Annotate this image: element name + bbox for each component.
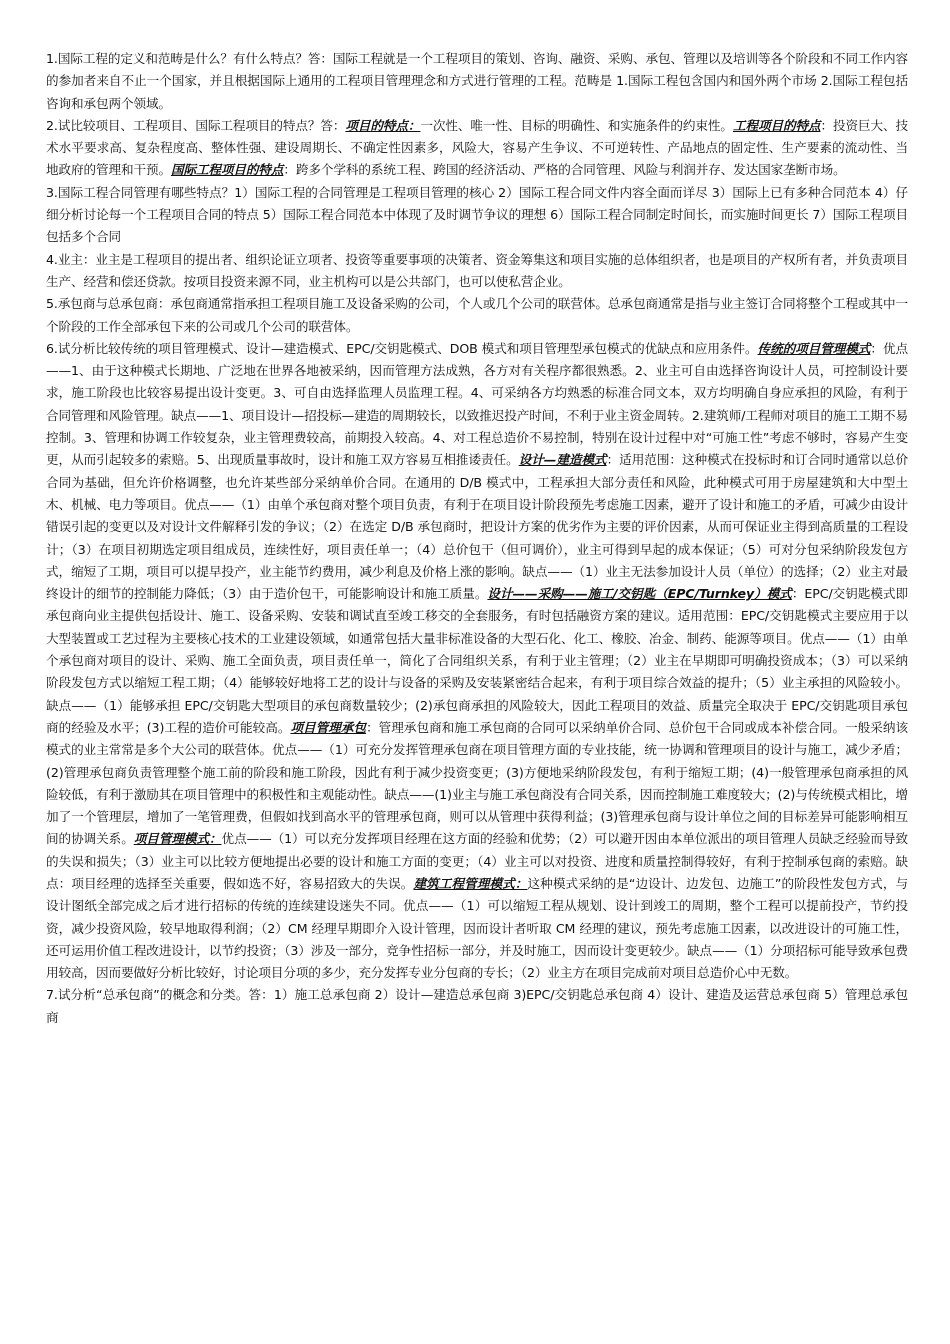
text-run: ：EPC/交钥匙模式即承包商向业主提供包括设计、施工、设备采购、安装和调试直至竣工移交的全套服务，有时包括融资方案的建议。适用范围：EPC/交钥匙模式主要应用于以大型装置或工艺过程为主要核心技术的工业建设领域，如通常包括大量非标准设备的大型石化、化工、橡胶、冶金、制药、能源等项目。优点——（1）由单个承包商对项目的设计、采购、施工全面负责，项目责任单一，简化了合同组织关系，有利于业主管理；（2）业主在早期即可明确投资成本；（3）可以采纳阶段发包方式以缩短工程工期；（4）能够较好地将工艺的设计与设备的采购及安装紧密结合起来，有利于项目综合效益的提升；（5）业主承担的风险较小。缺点——（1）能够承担 EPC/交钥匙大型项目的承包商数量较少；(2)承包商承担的风险较大，因此工程项目的效益、质量完全取决于 EPC/交钥匙项目承包商的经验及水平；(3)工程的造价可能较高。 <box>46 586 908 735</box>
text-run: ：适用范围：这种模式在投标时和订合同时通常以总价合同为基础，但允许价格调整，也允许某些部分采纳单价合同。在通用的 D/B 模式中，工程承担大部分责任和风险，此种模式可用于房屋建筑和大中型土木、机械、电力等项目。优点——（1）由单个承包商对整个项目负责，有利于在项目设计阶段预先考虑施工因素，避开了设计和施工的矛盾，可减少由设计错误引起的变更以及对设计文件解释引发的争议；（2）在选定 D/B 承包商时，把设计方案的优劣作为主要的评价因素，从而可保证业主得到高质量的工程设计；（3）在项目初期选定项目组成员，连续性好，项目责任单一；（4）总价包干（但可调价），业主可得到早起的成本保证；（5）可对分包采纳阶段发包方式，缩短了工期，项目可以提早投产，业主能节约费用，减少利息及价格上涨的影响。缺点——（1）业主无法参加设计人员（单位）的选择；（2）业主对最终设计的细节的控制能力降低；（3）由于造价包干，可能影响设计和施工质量。 <box>46 452 908 602</box>
paragraph-q1 <box>46 48 908 115</box>
text-run: ：优点——1、由于这种模式长期地、广泛地在世界各地被采纳，因而管理方法成熟，各方对有关程序都很熟悉。2、业主可自由选择咨询设计人员，可控制设计要求，施工阶段也比较容易提出设计变更。3、可自由选择监理人员监理工程。4、可采纳各方均熟悉的标准合同文本，双方均明确自身应承担的风险，有利于合同管理和风险管理。缺点——1、项目设计—招投标—建造的周期较长，以致推迟投产时间，不利于业主资金周转。2.建筑师/工程师对项目的施工工期不易控制。3、管理和协调工作较复杂，业主管理费较高，前期投入较高。4、对工程总造价不易控制，特别在设计过程中对“可施工性”考虑不够时，容易产生变更，从而引起较多的索赔。5、出现质量事故时，设计和施工双方容易互相推诿责任。 <box>46 340 908 468</box>
paragraph-q7 <box>46 984 908 1029</box>
text-run: 7.试分析“总承包商”的概念和分类。答：1）施工总承包商 2）设计—建造总承包商 3)EPC/交钥匙总承包商 4）设计、建造及运营总承包商 5）管理总承包商 <box>46 987 908 1025</box>
text-run: 6.试分析比较传统的项目管理模式、设计—建造模式、EPC/交钥匙模式、DOB 模式和项目管理型承包模式的优缺点和应用条件。 <box>46 340 758 356</box>
emphasis-heading: 项目管理承包 <box>290 719 367 735</box>
paragraph-q6 <box>46 338 908 985</box>
text-run: ：跨多个学科的系统工程、跨国的经济活动、严格的合同管理、风险与利润并存、发达国家垄断市场。 <box>283 162 846 178</box>
emphasis-heading: 建筑工程管理模式： <box>413 875 528 891</box>
emphasis-heading: 设计——采购——施工/交钥匙（EPC/Turnkey）模式 <box>487 586 792 602</box>
emphasis-heading: 设计—建造模式 <box>518 452 607 468</box>
paragraph-q2 <box>46 115 908 182</box>
text-run: 2.试比较项目、工程项目、国际工程项目的特点？答： <box>46 117 346 133</box>
text-run: 1.国际工程的定义和范畴是什么？有什么特点？答：国际工程就是一个工程项目的策划、咨询、融资、采购、承包、管理以及培训等各个阶段和不同工作内容的参加者来自不止一个国家，并且根据国际上通用的工程项目管理理念和方式进行管理的工程。范畴是 1.国际工程包含国内和国外两个市场 2.国际工程包括咨询和承包两个领域。 <box>46 51 908 111</box>
text-run: ：管理承包商和施工承包商的合同可以采纳单价合同、总价包干合同或成本补偿合同。一般采纳该模式的业主常常是多个大公司的联营体。优点——（1）可充分发挥管理承包商在项目管理方面的专业技能，统一协调和管理项目的设计与施工，减少矛盾；(2)管理承包商负责管理整个施工前的阶段和施工阶段，因此有利于减少投资变更；(3)方便地采纳阶段发包，有利于缩短工期；(4)一般管理承包商承担的风险较低，有利于激励其在项目管理中的积极性和主观能动性。缺点——(1)业主与施工承包商没有合同关系，因而控制施工难度较大；(2)与传统模式相比，增加了一个管理层，增加了一笔管理费，但假如找到高水平的管理承包商，则可以从管理中获得利益；(3)管理承包商与设计单位之间的目标差异可能影响相互间的协调关系。 <box>46 719 908 847</box>
paragraph-q4 <box>46 249 908 294</box>
text-run: 一次性、唯一性、目标的明确性、和实施条件的约束性。 <box>420 117 733 133</box>
text-run: 3.国际工程合同管理有哪些特点？1）国际工程的合同管理是工程项目管理的核心 2）国际工程合同文件内容全面而详尽 3）国际上已有多种合同范本 4）仔细分析讨论每一个工程项目合同的特点 5）国际工程合同范本中体现了及时调节争议的理想 6）国际工程合同制定时间长，而实施时间更长 7）国际工程项目包括多个合同 <box>46 184 908 245</box>
text-run: 5.承包商与总承包商：承包商通常指承担工程项目施工及设备采购的公司，个人或几个公司的联营体。总承包商通常是指与业主签订合同将整个工程或其中一个阶段的工作全部承包下来的公司或几个公司的联营体。 <box>46 296 908 334</box>
paragraph-q3 <box>46 182 908 249</box>
paragraph-q5 <box>46 293 908 338</box>
emphasis-heading: 项目的特点： <box>345 117 421 133</box>
text-run: ：投资巨大、技术水平要求高、复杂程度高、整体性强、建设周期长、不确定性因素多，风险大，容易产生争议、不可逆转性、产品地点的固定性、生产要素的流动性、当地政府的管理和干预。 <box>46 117 908 178</box>
emphasis-heading: 国际工程项目的特点 <box>170 162 284 178</box>
text-run: 优点——（1）可以充分发挥项目经理在这方面的经验和优势；（2）可以避开因由本单位派出的项目管理人员缺乏经验而导致的失误和损失；（3）业主可以比较方便地提出必要的设计和施工方面的变更；（4）业主可以对投资、进度和质量控制得较好，有利于控制承包商的索赔。缺点：项目经理的选择至关重要，假如选不好，容易招致大的失误。 <box>46 831 908 891</box>
emphasis-heading: 传统的项目管理模式 <box>757 340 871 356</box>
emphasis-heading: 工程项目的特点 <box>732 117 821 133</box>
emphasis-heading: 项目管理模式： <box>133 831 222 847</box>
text-run: 4.业主：业主是工程项目的提出者、组织论证立项者、投资等重要事项的决策者、资金筹集这和项目实施的总体组织者，也是项目的产权所有者，并负责项目生产、经营和偿还贷款。按项目投资来源不同，业主机构可以是公共部门，也可以使私营企业。 <box>46 251 908 289</box>
text-run: 这种模式采纳的是“边设计、边发包、边施工”的阶段性发包方式，与设计图纸全部完成之后才进行招标的传统的连续建设迷失不同。优点——（1）可以缩短工程从规划、设计到竣工的周期，整个工程可以提前投产，节约投资，减少投资风险，较早地取得利润；（2）CM 经理早期即介入设计管理，因而设计者听取 CM 经理的建议，预先考虑施工因素，以改进设计的可施工性，还可运用价值工程改进设计，以节约投资；（3）涉及一部分，竞争性招标一部分，并及时施工，因而设计变更较少。缺点——（1）分项招标可能导致承包费用较高，因而要做好分析比较好，讨论项目分项的多少，充分发挥专业分包商的专长；（2）业主方在项目完成前对项目总造价心中无数。 <box>46 875 908 981</box>
